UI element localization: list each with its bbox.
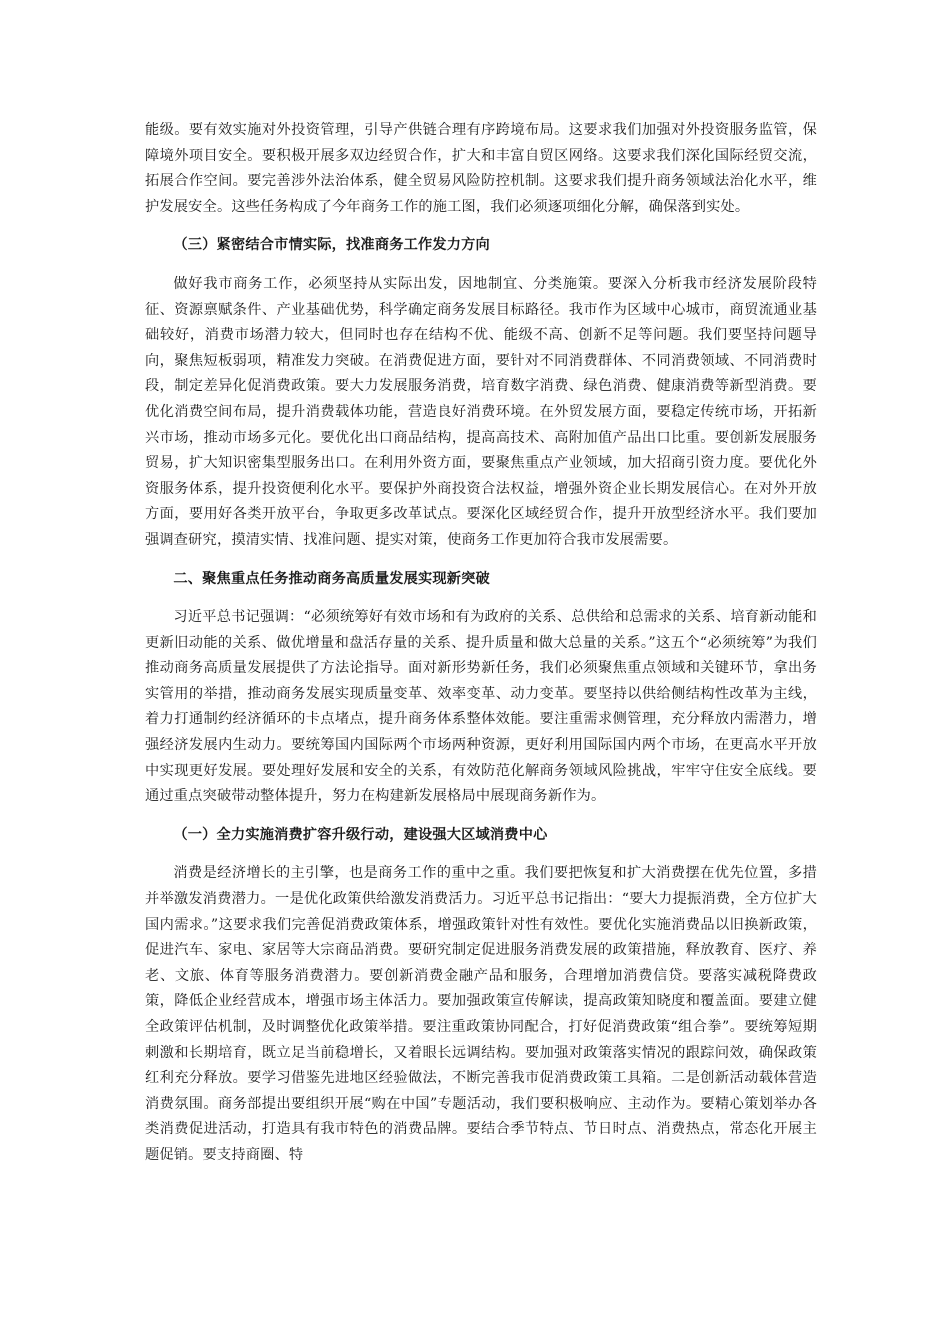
spacer <box>145 848 817 861</box>
paragraph: 消费是经济增长的主引擎，也是商务工作的重中之重。我们要把恢复和扩大消费摆在优先位置，多措并举激发消费潜力。一是优化政策供给激发消费活力。习近平总书记指出：“要大力提振消费，全方位扩大国内需求。”这要求我们完善促消费政策体系，增强政策针对性有效性。要优化实施消费品以旧换新政策，促进汽车、家电、家居等大宗商品消费。要研究制定促进服务消费发展的政策措施，释放教育、医疗、养老、文旅、体育等服务消费潜力。要创新消费金融产品和服务，合理增加消费信贷。要落实减税降费政策，降低企业经营成本，增强市场主体活力。要加强政策宣传解读，提高政策知晓度和覆盖面。要建立健全政策评估机制，及时调整优化政策举措。要注重政策协同配合，打好促消费政策“组合拳”。要统筹短期刺激和长期培育，既立足当前稳增长，又着眼长远调结构。要加强对政策落实情况的跟踪问效，确保政策红利充分释放。要学习借鉴先进地区经验做法，不断完善我市促消费政策工具箱。二是创新活动载体营造消费氛围。商务部提出要组织开展“购在中国”专题活动，我们要积极响应、主动作为。要精心策划举办各类消费促进活动，打造具有我市特色的消费品牌。要结合季节特点、节日时点、消费热点，常态化开展主题促销。要支持商圈、特 <box>145 865 817 1163</box>
spacer <box>145 554 817 567</box>
spacer <box>145 220 817 233</box>
paragraph: 能级。要有效实施对外投资管理，引导产供链合理有序跨境布局。这要求我们加强对外投资服务监管，保障境外项目安全。要积极开展多双边经贸合作，扩大和丰富自贸区网络。这要求我们深化国际经贸交流，拓展合作空间。要完善涉外法治体系，健全贸易风险防控机制。这要求我们提升商务领域法治化水平，维护发展安全。这些任务构成了今年商务工作的施工图，我们必须逐项细化分解，确保落到实处。 <box>145 122 817 215</box>
section-heading: （一）全力实施消费扩容升级行动，建设强大区域消费中心 <box>173 826 548 843</box>
spacer <box>145 810 817 823</box>
section-heading: 二、聚焦重点任务推动商务高质量发展实现新突破 <box>173 570 490 587</box>
spacer <box>145 259 817 272</box>
spacer <box>145 592 817 605</box>
section-heading: （三）紧密结合市情实际，找准商务工作发力方向 <box>173 237 490 254</box>
paragraph: 习近平总书记强调：“必须统筹好有效市场和有为政府的关系、总供给和总需求的关系、培育新动能和更新旧动能的关系、做优增量和盘活存量的关系、提升质量和做大总量的关系。”这五个“必须统筹”为我们推动商务高质量发展提供了方法论指导。面对新形势新任务，我们必须聚焦重点领域和关键环节，拿出务实管用的举措，推动商务发展实现质量变革、效率变革、动力变革。要坚持以供给侧结构性改革为主线，着力打通制约经济循环的卡点堵点，提升商务体系整体效能。要注重需求侧管理，充分释放内需潜力，增强经济发展内生动力。要统筹国内国际两个市场两种资源，更好利用国际国内两个市场，在更高水平开放中实现更好发展。要处理好发展和安全的关系，有效防范化解商务领域风险挑战，牢牢守住安全底线。要通过重点突破带动整体提升，努力在构建新发展格局中展现商务新作为。 <box>145 609 817 805</box>
document-page <box>145 118 817 1169</box>
paragraph: 做好我市商务工作，必须坚持从实际出发，因地制宜、分类施策。要深入分析我市经济发展阶段特征、资源禀赋条件、产业基础优势，科学确定商务发展目标路径。我市作为区域中心城市，商贸流通业基础较好，消费市场潜力较大，但同时也存在结构不优、能级不高、创新不足等问题。我们要坚持问题导向，聚焦短板弱项，精准发力突破。在消费促进方面，要针对不同消费群体、不同消费领域、不同消费时段，制定差异化促消费政策。要大力发展服务消费，培育数字消费、绿色消费、健康消费等新型消费。要优化消费空间布局，提升消费载体功能，营造良好消费环境。在外贸发展方面，要稳定传统市场，开拓新兴市场，推动市场多元化。要优化出口商品结构，提高高技术、高附加值产品出口比重。要创新发展服务贸易，扩大知识密集型服务出口。在利用外资方面，要聚焦重点产业领域，加大招商引资力度。要优化外资服务体系，提升投资便利化水平。要保护外商投资合法权益，增强外资企业长期发展信心。在对外开放方面，要用好各类开放平台，争取更多改革试点。要深化区域经贸合作，提升开放型经济水平。我们要加强调查研究，摸清实情、找准问题、提实对策，使商务工作更加符合我市发展需要。 <box>145 275 817 548</box>
